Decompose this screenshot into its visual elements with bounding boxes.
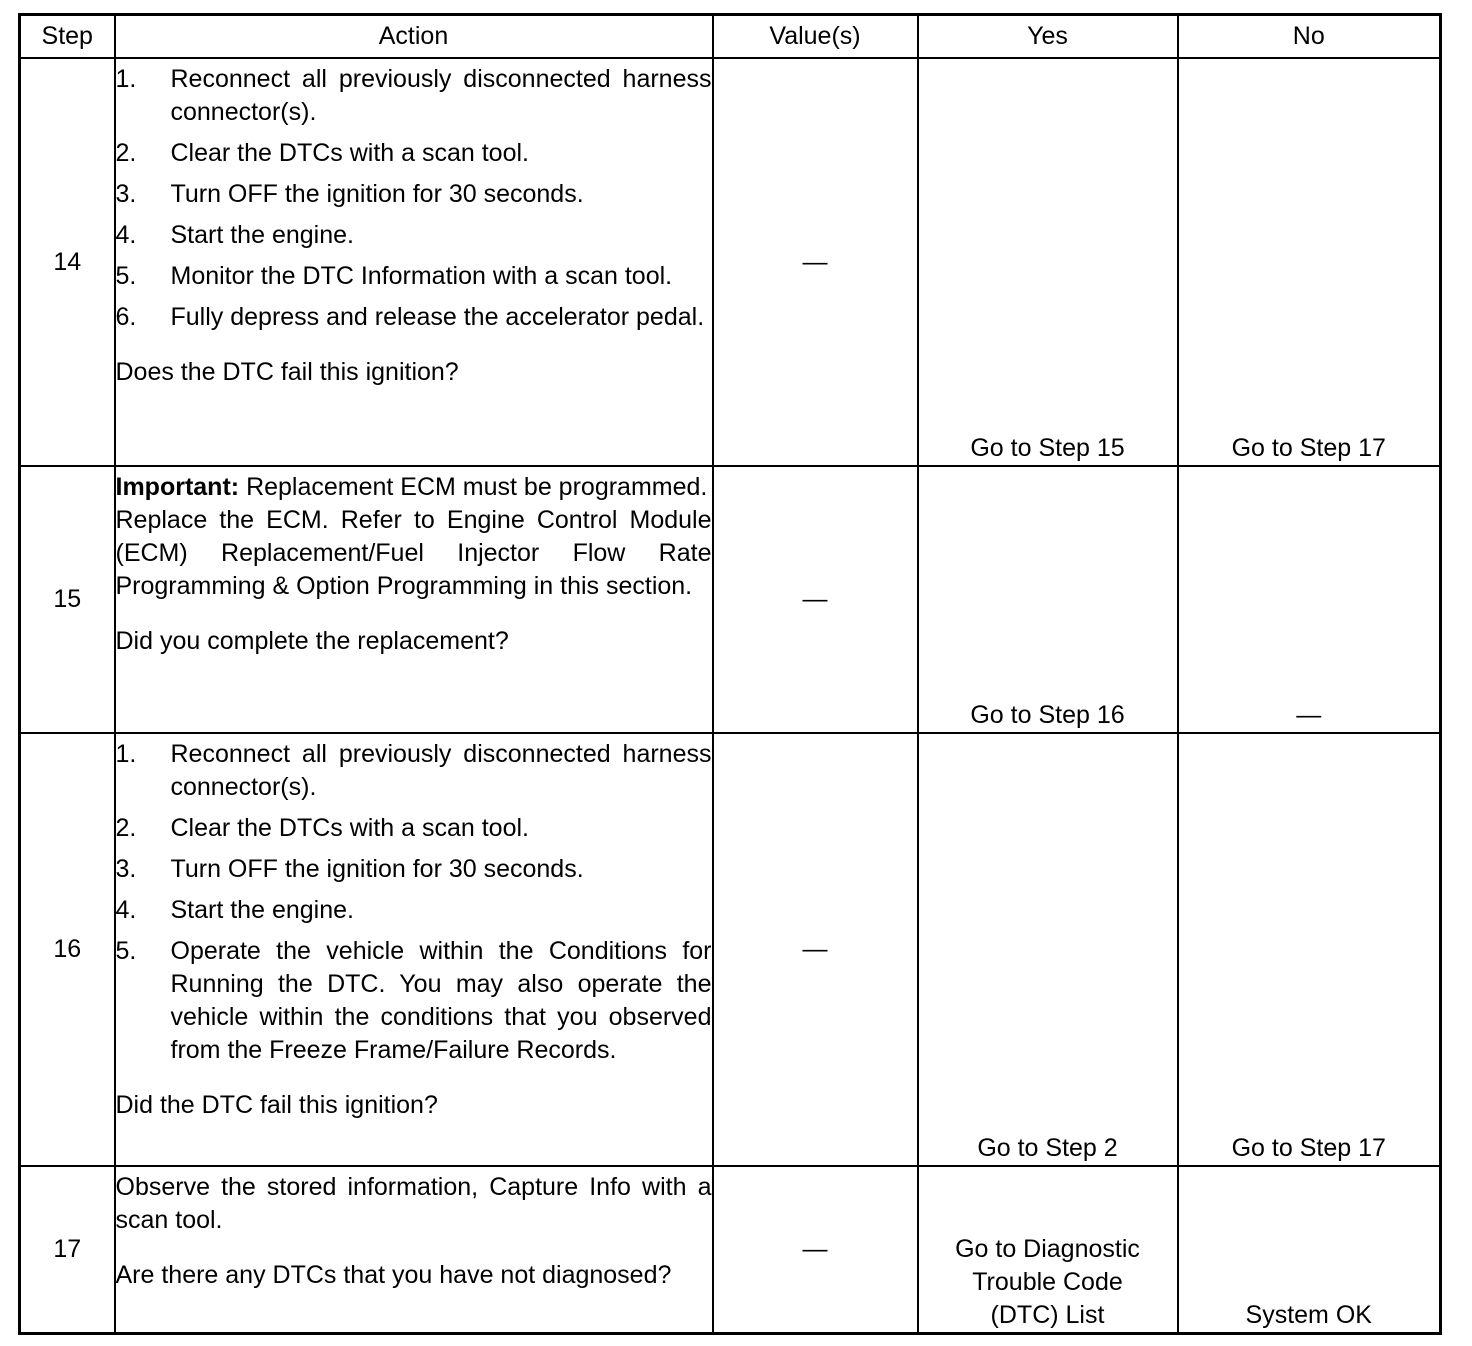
step-number: 14 <box>20 58 115 466</box>
yes-result: Go to Step 16 <box>918 466 1178 733</box>
header-action: Action <box>115 15 713 59</box>
step-instruction: Replace the ECM. Refer to Engine Control Module (ECM) Replacement/Fuel Injector Flow Rate Programming & Option Programming in this section. <box>115 506 712 600</box>
step-question: Did you complete the replacement? <box>115 627 509 655</box>
action-item: 3. Turn OFF the ignition for 30 seconds. <box>115 180 584 208</box>
step-number: 17 <box>20 1166 115 1333</box>
action-item: 5. Monitor the DTC Information with a scan tool. <box>115 262 673 290</box>
important-label: Important: <box>115 473 240 501</box>
header-step: Step <box>20 15 115 59</box>
step-instruction: Observe the stored information, Capture Info with a scan tool. <box>115 1173 712 1234</box>
diagnostic-table <box>18 13 1442 1335</box>
action-cell <box>115 1166 713 1333</box>
important-note <box>116 471 712 504</box>
no-result: System OK <box>1178 1166 1441 1333</box>
step-number: 15 <box>20 466 115 733</box>
yes-result: Go to Diagnostic Trouble Code (DTC) List <box>918 1166 1178 1333</box>
header-values: Value(s) <box>713 15 918 59</box>
no-result: Go to Step 17 <box>1178 58 1441 466</box>
action-item: 2. Clear the DTCs with a scan tool. <box>115 814 529 842</box>
step-question: Does the DTC fail this ignition? <box>115 358 459 386</box>
step-question: Are there any DTCs that you have not diagnosed? <box>115 1261 672 1289</box>
action-list <box>116 63 712 334</box>
important-text: Replacement ECM must be programmed. <box>246 473 708 501</box>
value-cell: — <box>713 1166 918 1333</box>
step-number: 16 <box>20 733 115 1166</box>
header-yes: Yes <box>918 15 1178 59</box>
yes-result: Go to Step 2 <box>918 733 1178 1166</box>
action-item: 1. Reconnect all previously disconnected harness connector(s). <box>115 65 712 126</box>
table-row-step-15 <box>20 466 1441 733</box>
action-item: 4. Start the engine. <box>115 221 354 249</box>
yes-result: Go to Step 15 <box>918 58 1178 466</box>
table-row-step-14 <box>20 58 1441 466</box>
action-cell <box>115 58 713 466</box>
table-row-step-16 <box>20 733 1441 1166</box>
action-cell <box>115 466 713 733</box>
value-cell: — <box>713 58 918 466</box>
step-question: Did the DTC fail this ignition? <box>115 1091 438 1119</box>
no-result: — <box>1178 466 1441 733</box>
action-list <box>116 738 712 1067</box>
header-no: No <box>1178 15 1441 59</box>
action-item: 2. Clear the DTCs with a scan tool. <box>115 139 529 167</box>
header-row <box>20 15 1441 59</box>
action-item: 1. Reconnect all previously disconnected harness connector(s). <box>115 740 712 801</box>
action-item: 4. Start the engine. <box>115 896 354 924</box>
action-cell <box>115 733 713 1166</box>
value-cell: — <box>713 466 918 733</box>
value-cell: — <box>713 733 918 1166</box>
table-row-step-17 <box>20 1166 1441 1333</box>
no-result: Go to Step 17 <box>1178 733 1441 1166</box>
action-item: 5. Operate the vehicle within the Conditions for Running the DTC. You may also operate the vehicle within the conditions that you observed from the Freeze Frame/Failure Records. <box>115 937 712 1064</box>
action-item: 3. Turn OFF the ignition for 30 seconds. <box>115 855 584 883</box>
action-item: 6. Fully depress and release the accelerator pedal. <box>115 303 705 331</box>
